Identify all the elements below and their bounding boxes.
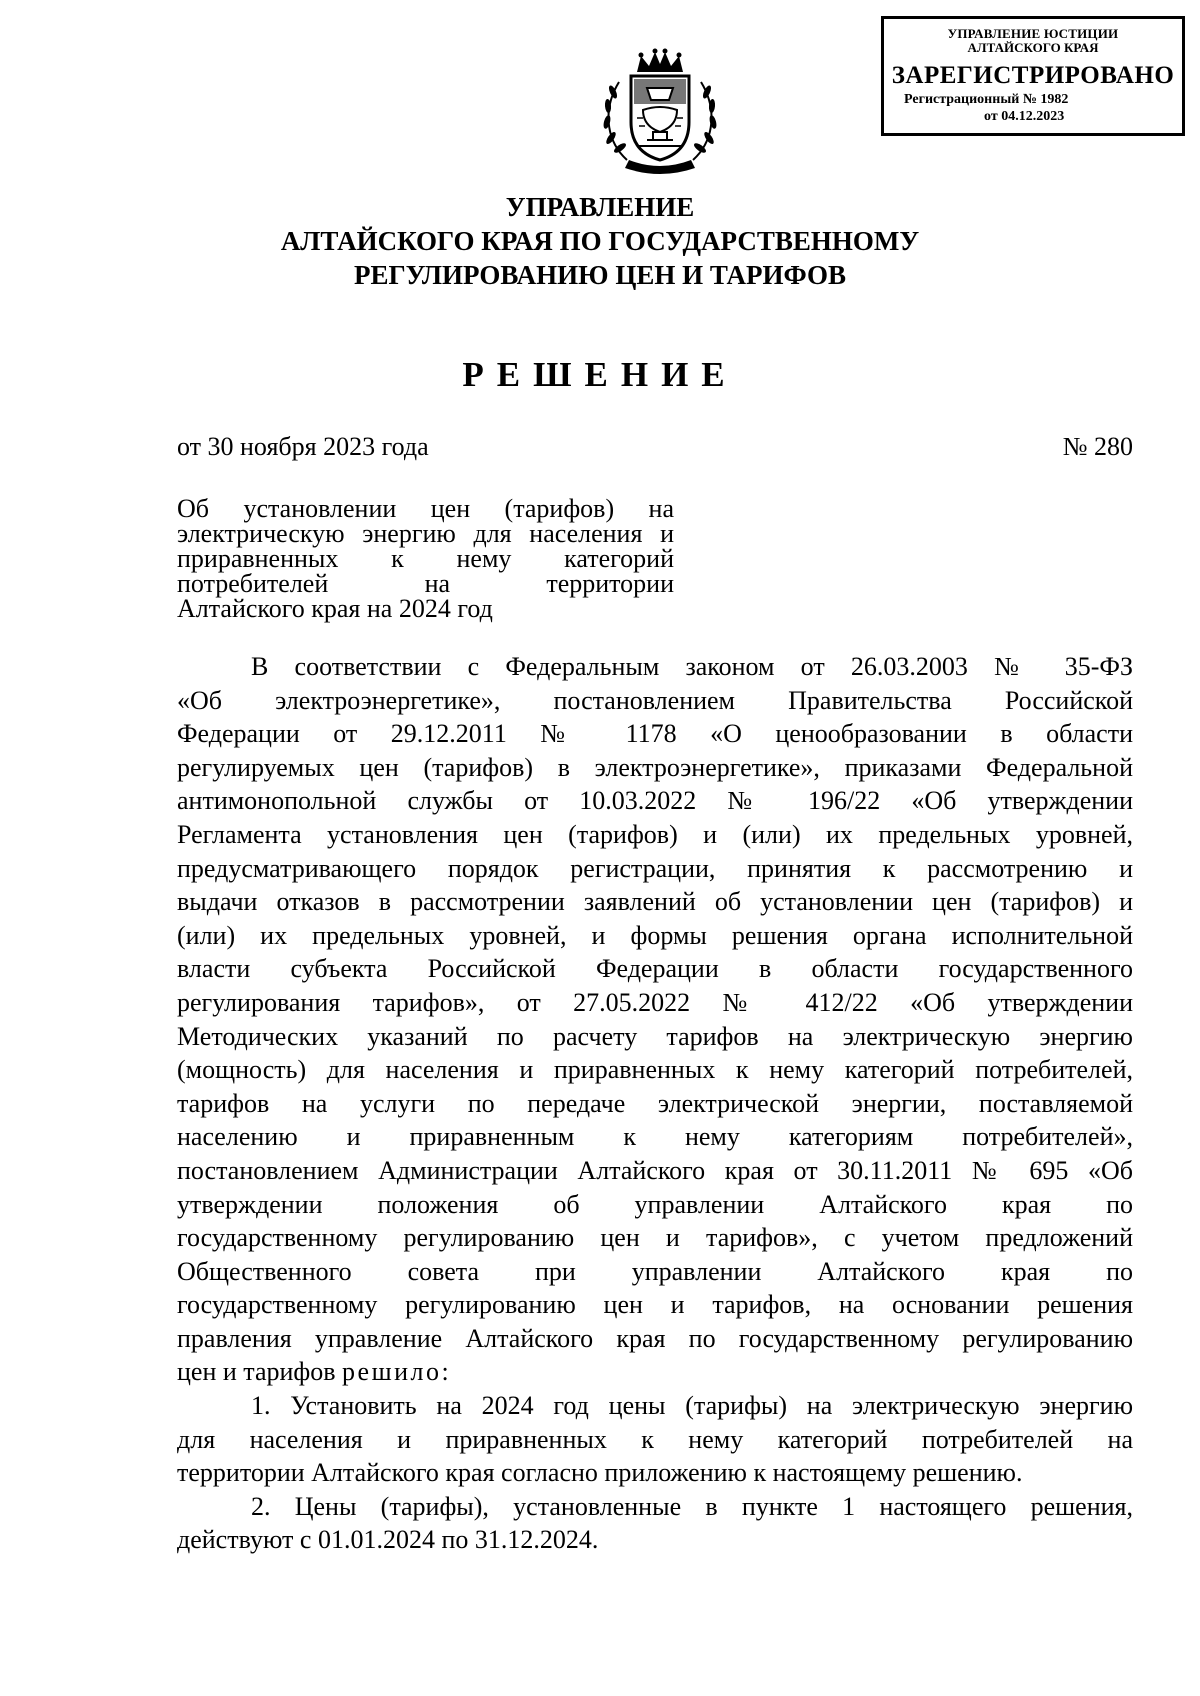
body-line: государственному регулированию цен и тарифов, на основании решения <box>177 1290 1133 1320</box>
body-line: (мощность) для населения и приравненных к нему категорий потребителей, <box>177 1055 1133 1085</box>
document-subject <box>177 496 674 621</box>
body-line: утверждении положения об управлении Алтайского края по <box>177 1189 1133 1219</box>
organization-header <box>0 190 1200 292</box>
item-1-line: 1. Установить на 2024 год цены (тарифы) на электрическую энергию <box>251 1391 1133 1421</box>
subject-line: Об установлении цен (тарифов) на <box>177 494 674 523</box>
body-line: правления управление Алтайского края по государственному регулированию <box>177 1323 1133 1353</box>
body-line: Методических указаний по расчету тарифов на электрическую энергию <box>177 1021 1133 1051</box>
body-line: постановлением Администрации Алтайского края от 30.11.2011 № 695 «Об <box>177 1155 1133 1185</box>
subject-line: приравненных к нему категорий <box>177 544 674 573</box>
organization-line-2: АЛТАЙСКОГО КРАЯ ПО ГОСУДАРСТВЕННОМУ <box>280 226 920 256</box>
item-2-line: действуют с 01.01.2024 по 31.12.2024. <box>177 1525 599 1555</box>
body-line: тарифов на услуги по передаче электрической энергии, поставляемой <box>177 1088 1133 1118</box>
body-line: предусматривающего порядок регистрации, принятия к рассмотрению и <box>177 853 1133 883</box>
body-line: регулируемых цен (тарифов) в электроэнергетике», приказами Федеральной <box>177 752 1133 782</box>
item-1-line: территории Алтайского края согласно приложению к настоящему решению. <box>177 1458 1023 1488</box>
body-final-suffix: : <box>441 1357 449 1387</box>
organization-line-1: УПРАВЛЕНИЕ <box>505 192 695 222</box>
body-line: Общественного совета при управлении Алтайского края по <box>177 1256 1133 1286</box>
body-line: (или) их предельных уровней, и формы решения органа исполнительной <box>177 920 1133 950</box>
document-type-title: РЕШЕНИЕ <box>462 355 738 394</box>
stamp-registration-number: Регистрационный № 1982 <box>904 92 1069 107</box>
stamp-authority-line2: АЛТАЙСКОГО КРАЯ <box>967 40 1099 55</box>
subject-line: электрическую энергию для населения и <box>177 519 674 548</box>
decision-word: решило <box>342 1357 442 1387</box>
registration-stamp <box>881 16 1185 136</box>
body-line: власти субъекта Российской Федерации в области государственного <box>177 954 1133 984</box>
organization-line-3: РЕГУЛИРОВАНИЮ ЦЕН И ТАРИФОВ <box>353 260 847 290</box>
item-1-line: для населения и приравненных к нему категорий потребителей на <box>177 1424 1133 1454</box>
altai-krai-coat-of-arms-icon <box>597 48 723 178</box>
stamp-authority-line1: УПРАВЛЕНИЕ ЮСТИЦИИ <box>947 26 1119 41</box>
body-line: выдачи отказов в рассмотрении заявлений об установлении цен (тарифов) и <box>177 887 1133 917</box>
body-line: «Об электроэнергетике», постановлением Правительства Российской <box>177 685 1133 715</box>
stamp-registration-date: от 04.12.2023 <box>984 109 1065 124</box>
body-line: регулирования тарифов», от 27.05.2022 № 412/22 «Об утверждении <box>177 987 1133 1017</box>
body-line: антимонопольной службы от 10.03.2022 № 196/22 «Об утверждении <box>177 786 1133 816</box>
document-body <box>177 650 1133 1557</box>
body-line: государственному регулированию цен и тарифов», с учетом предложений <box>177 1223 1133 1253</box>
body-final-line <box>177 1355 1133 1389</box>
stamp-title: ЗАРЕГИСТРИРОВАНО <box>891 62 1175 89</box>
item-2-line: 2. Цены (тарифы), установленные в пункте 1 настоящего решения, <box>251 1491 1133 1521</box>
body-line: В соответствии с Федеральным законом от 26.03.2003 № 35-ФЗ <box>251 652 1133 681</box>
body-line: Федерации от 29.12.2011 № 1178 «О ценообразовании в области <box>177 719 1133 749</box>
document-number: № 280 <box>1062 432 1133 461</box>
body-line: Регламента установления цен (тарифов) и (или) их предельных уровней, <box>177 819 1133 849</box>
subject-line: потребителей на территории <box>177 569 674 598</box>
body-final-prefix: цен и тарифов <box>177 1357 343 1387</box>
document-date: от 30 ноября 2023 года <box>177 432 429 461</box>
body-line: населению и приравненным к нему категориям потребителей», <box>177 1122 1133 1152</box>
subject-line: Алтайского края на 2024 год <box>177 594 493 623</box>
